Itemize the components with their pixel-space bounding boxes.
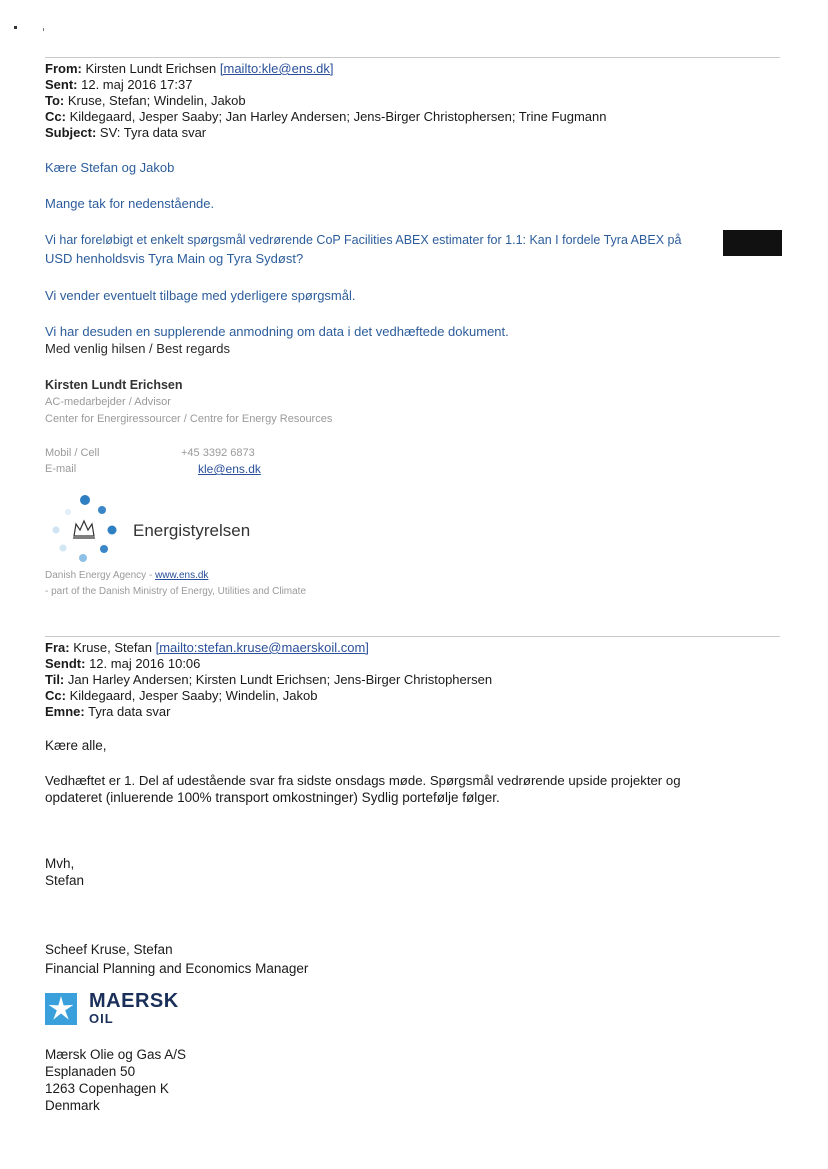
scan-speck — [14, 26, 17, 29]
fra-mail-link[interactable]: [mailto:stefan.kruse@maerskoil.com] — [155, 640, 369, 655]
mvh: Mvh, — [45, 856, 75, 871]
address-line: 1263 Copenhagen K — [45, 1081, 169, 1096]
til-label: Til: — [45, 672, 65, 687]
energistyrelsen-logo — [40, 490, 140, 570]
paragraph: opdateret (inluerende 100% transport omkostninger) Sydlig portefølje følger. — [45, 790, 500, 805]
logo-dot — [98, 506, 106, 514]
agency-link[interactable]: www.ens.dk — [155, 570, 209, 581]
closing: Med venlig hilsen / Best regards — [45, 341, 230, 356]
subject-label: Subject: — [45, 125, 97, 140]
logo-dot — [79, 554, 87, 562]
mobil-value: +45 3392 6873 — [181, 447, 255, 459]
signature-name: Kirsten Lundt Erichsen — [45, 378, 183, 392]
from-name: Kirsten Lundt Erichsen — [85, 61, 217, 76]
email-link[interactable]: kle@ens.dk — [198, 462, 261, 476]
agency-prefix: Danish Energy Agency - — [45, 570, 156, 581]
logo-dot — [60, 545, 67, 552]
maersk-wordmark: MAERSK — [89, 990, 179, 1012]
agency-line — [45, 570, 208, 581]
fra-name: Kruse, Stefan — [73, 640, 152, 655]
maersk-star-icon — [45, 993, 77, 1025]
oil-wordmark: OIL — [89, 1011, 114, 1026]
signature-title: Financial Planning and Economics Manager — [45, 961, 309, 976]
to-line — [45, 93, 246, 109]
logo-wordmark: Energistyrelsen — [133, 521, 251, 540]
logo-dot — [108, 526, 117, 535]
address-line: Mærsk Olie og Gas A/S — [45, 1047, 187, 1062]
fra-label: Fra: — [45, 640, 70, 655]
redaction-box — [723, 230, 782, 256]
til-line — [45, 672, 492, 688]
greeting: Kære alle, — [45, 738, 107, 753]
cc-label: Cc: — [45, 688, 66, 703]
from-mail-link[interactable]: [mailto:kle@ens.dk] — [219, 61, 334, 76]
sendt-line — [45, 656, 200, 672]
subject-line — [45, 125, 206, 141]
paragraph: USD henholdsvis Tyra Main og Tyra Sydøst? — [45, 251, 304, 266]
name-short: Stefan — [45, 873, 85, 888]
paragraph: Vi har desuden en supplerende anmodning om data i det vedhæftede dokument. — [45, 324, 509, 339]
fra-line — [45, 640, 369, 656]
scan-speck — [43, 28, 44, 31]
paragraph: Vi har foreløbigt et enkelt spørgsmål vedrørende CoP Facilities ABEX estimater for 1.1: Kan I fordele Tyra ABEX på — [45, 233, 682, 247]
address-line: Esplanaden 50 — [45, 1064, 136, 1079]
cc-value: Kildegaard, Jesper Saaby; Jan Harley Andersen; Jens-Birger Christophersen; Trine Fugmann — [69, 109, 607, 124]
emne-label: Emne: — [45, 704, 85, 719]
cc-value: Kildegaard, Jesper Saaby; Windelin, Jakob — [69, 688, 318, 703]
signature-org: Center for Energiressourcer / Centre for Energy Resources — [45, 413, 333, 425]
sendt-value: 12. maj 2016 10:06 — [89, 656, 201, 671]
crown-icon — [73, 521, 95, 538]
from-line — [45, 61, 334, 77]
mobil-label: Mobil / Cell — [45, 447, 100, 459]
subject-value: SV: Tyra data svar — [99, 125, 207, 140]
paragraph: Vedhæftet er 1. Del af udestående svar fra sidste onsdags møde. Spørgsmål vedrørende upside projekter og — [45, 773, 681, 788]
email-label: E-mail — [45, 463, 77, 475]
signature-name: Scheef Kruse, Stefan — [45, 942, 173, 957]
logo-dot — [53, 527, 60, 534]
logo-dot — [65, 509, 71, 515]
sent-line — [45, 77, 192, 93]
emne-value: Tyra data svar — [88, 704, 171, 719]
paragraph: Vi vender eventuelt tilbage med yderligere spørgsmål. — [45, 288, 356, 303]
emne-line — [45, 704, 171, 720]
logo-dot — [80, 495, 90, 505]
til-value: Jan Harley Andersen; Kirsten Lundt Erichsen; Jens-Birger Christophersen — [67, 672, 493, 687]
to-value: Kruse, Stefan; Windelin, Jakob — [67, 93, 246, 108]
from-label: From: — [45, 61, 82, 76]
cc-line — [45, 109, 606, 125]
signature-title: AC-medarbejder / Advisor — [45, 396, 171, 408]
address-line: Denmark — [45, 1098, 100, 1113]
to-label: To: — [45, 93, 65, 108]
sent-value: 12. maj 2016 17:37 — [81, 77, 193, 92]
sendt-label: Sendt: — [45, 656, 86, 671]
logo-dot — [100, 545, 108, 553]
header-separator — [45, 636, 780, 637]
paragraph: Mange tak for nedenstående. — [45, 196, 215, 211]
cc-label: Cc: — [45, 109, 66, 124]
cc-line — [45, 688, 317, 704]
greeting: Kære Stefan og Jakob — [45, 160, 175, 175]
ministry-line: - part of the Danish Ministry of Energy, Utilities and Climate — [45, 586, 307, 597]
sent-label: Sent: — [45, 77, 78, 92]
header-separator — [45, 57, 780, 58]
